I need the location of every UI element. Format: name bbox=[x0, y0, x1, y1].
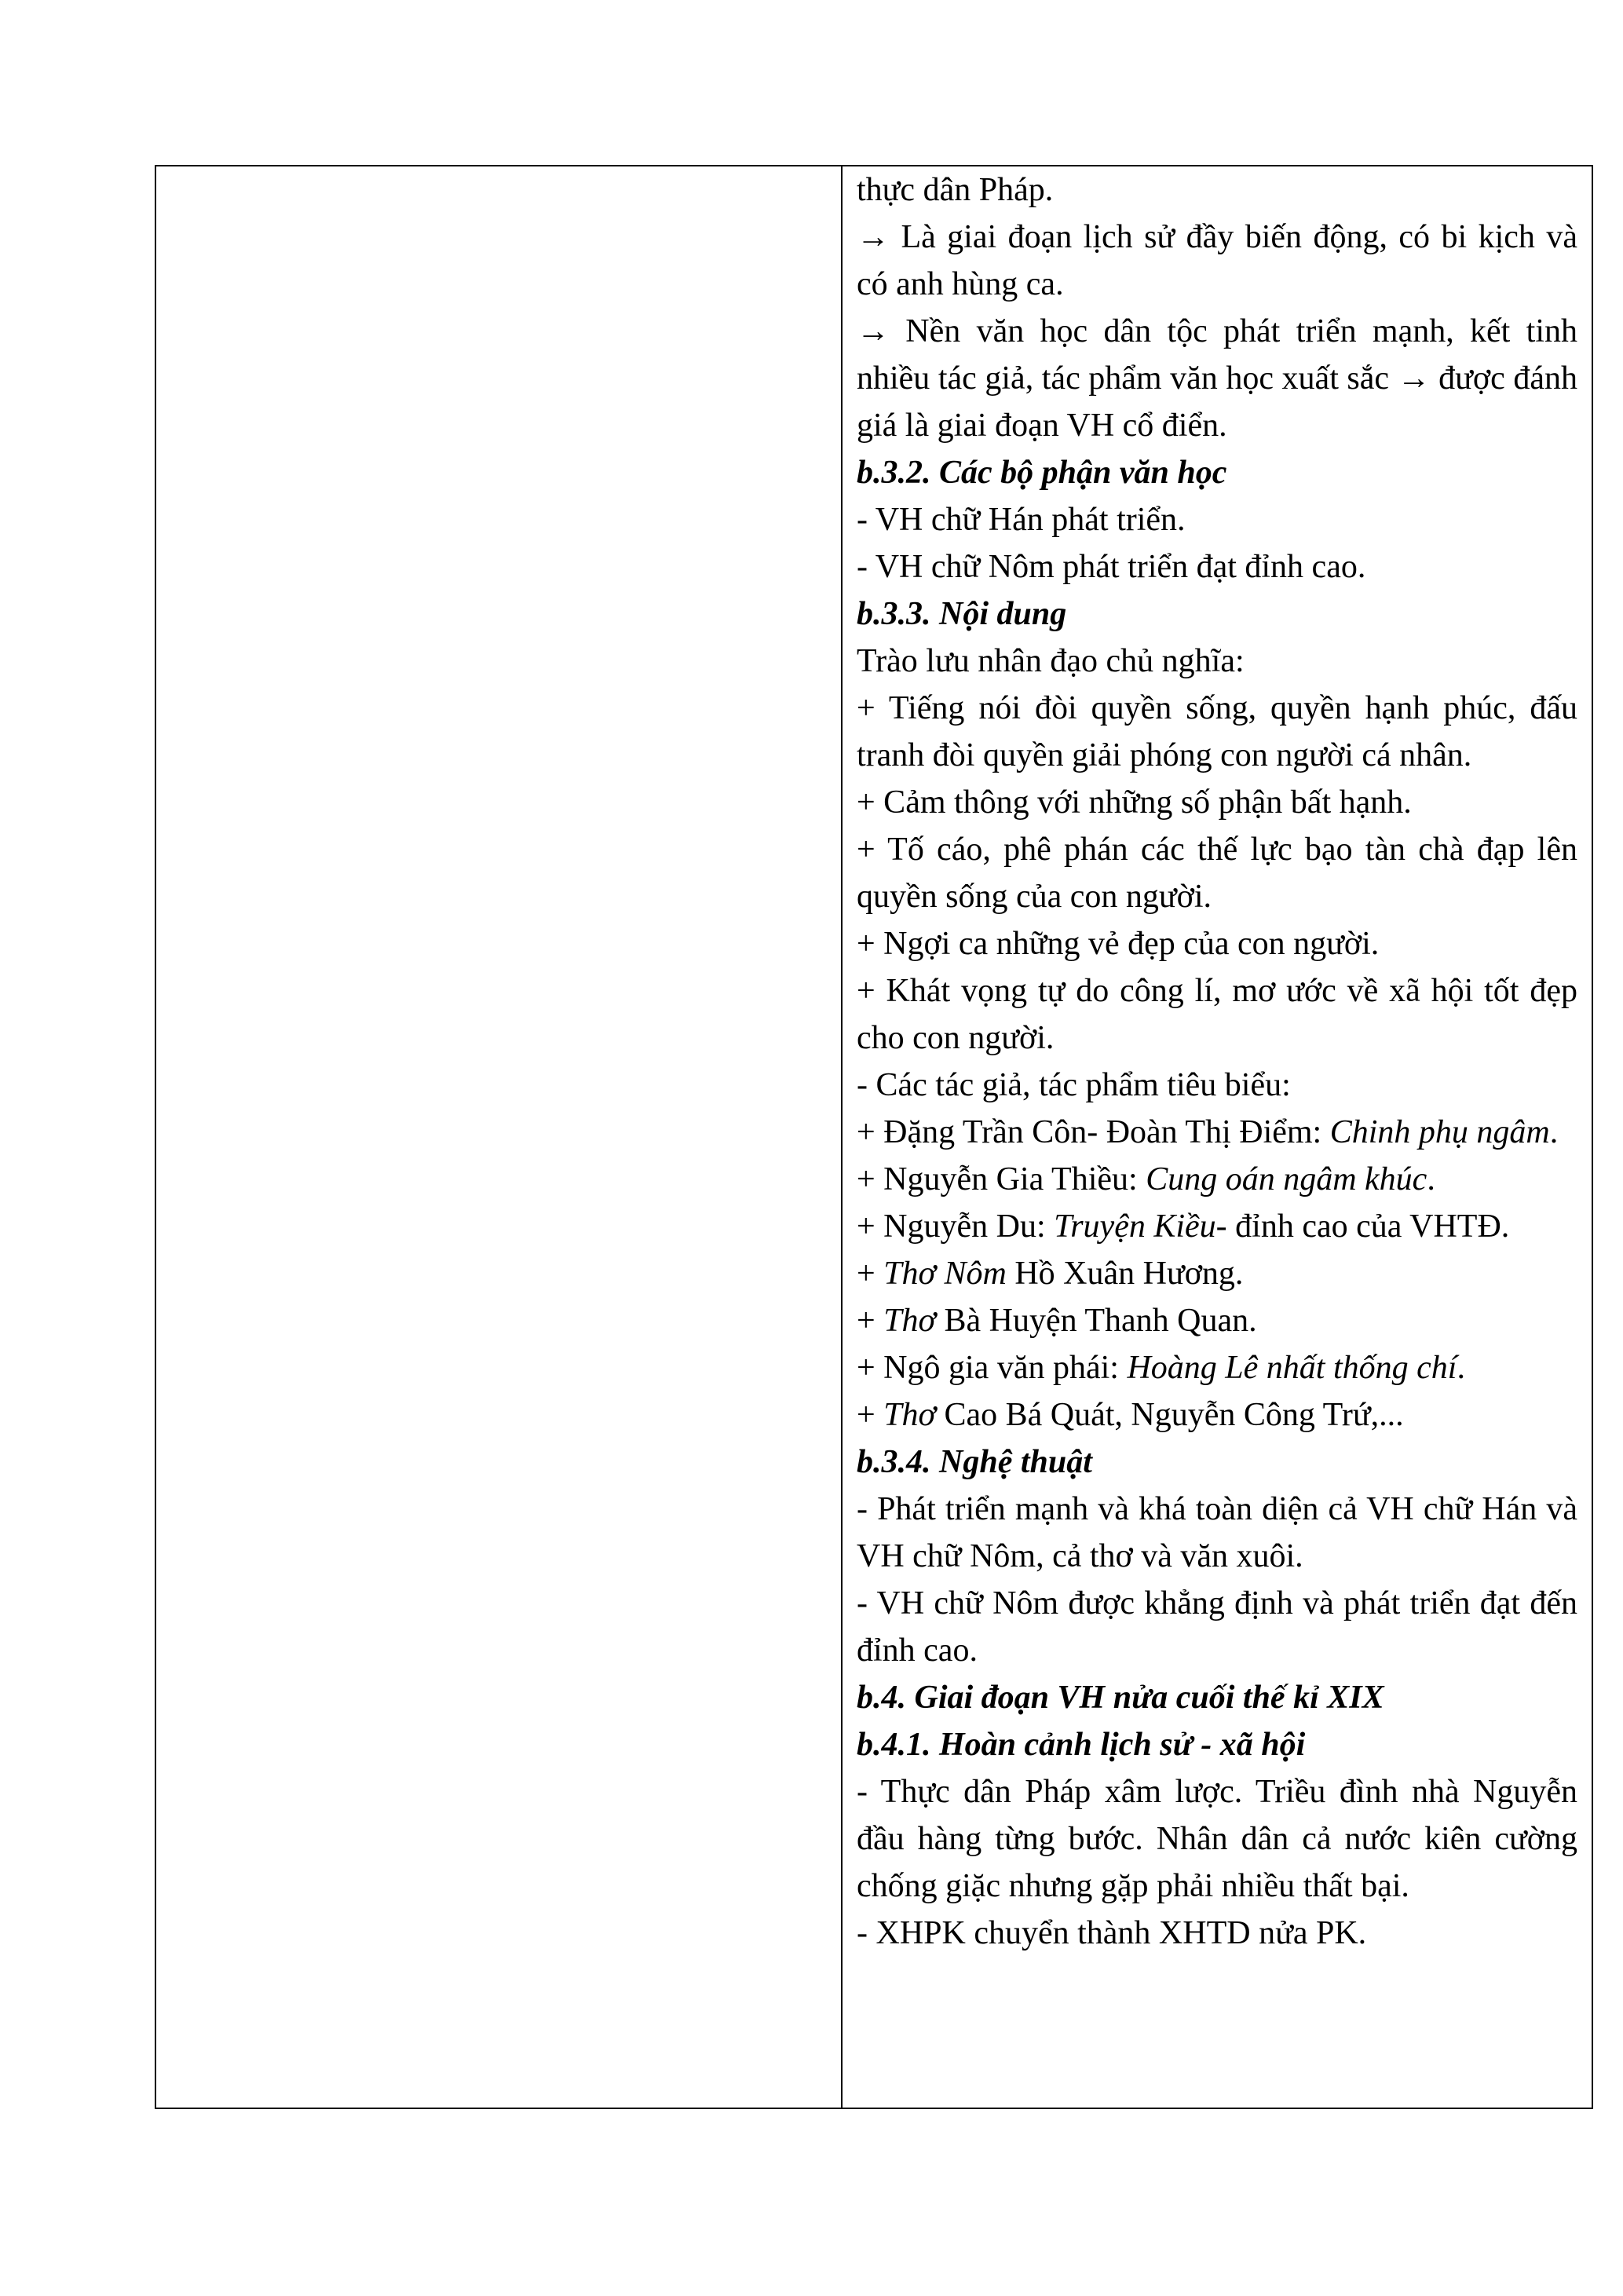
content-text bbox=[843, 166, 1592, 1957]
text-line bbox=[857, 1109, 1577, 1156]
right-column-cell bbox=[842, 166, 1592, 2108]
text-line: + Cảm thông với những số phận bất hạnh. bbox=[857, 784, 1412, 821]
text-span: + bbox=[857, 1397, 884, 1433]
text-span: Cao Bá Quát, Nguyễn Công Trứ,... bbox=[935, 1397, 1404, 1433]
text-span: Bà Huyện Thanh Quan. bbox=[935, 1303, 1257, 1339]
text-line bbox=[857, 1250, 1577, 1297]
italic-title: Truyện Kiều bbox=[1054, 1208, 1216, 1245]
text-span: + Nguyễn Du: bbox=[857, 1208, 1055, 1245]
text-line: - VH chữ Nôm phát triển đạt đỉnh cao. bbox=[857, 549, 1366, 585]
text-span: + Đặng Trần Côn- Đoàn Thị Điểm: bbox=[857, 1114, 1330, 1150]
text-span: . bbox=[1427, 1161, 1435, 1197]
italic-title: Hoàng Lê nhất thống chí bbox=[1127, 1350, 1457, 1386]
text-span: + bbox=[857, 1256, 884, 1292]
text-line: + Tiếng nói đòi quyền sống, quyền hạnh phúc, đấu tranh đòi quyền giải phóng con người cá nhân. bbox=[857, 690, 1577, 773]
text-span: + bbox=[857, 1303, 884, 1339]
section-heading: b.3.4. Nghệ thuật bbox=[857, 1444, 1092, 1480]
italic-title: Cung oán ngâm khúc bbox=[1146, 1161, 1427, 1197]
text-line: → Nền văn học dân tộc phát triển mạnh, kết tinh nhiều tác giả, tác phẩm văn học xuất sắc → được đánh giá là giai đoạn VH cổ điển. bbox=[857, 313, 1577, 444]
text-line bbox=[857, 1344, 1577, 1391]
text-line: - Phát triển mạnh và khá toàn diện cả VH chữ Hán và VH chữ Nôm, cả thơ và văn xuôi. bbox=[857, 1491, 1577, 1574]
text-span: - đỉnh cao của VHTĐ. bbox=[1215, 1208, 1510, 1245]
italic-title: Chinh phụ ngâm bbox=[1329, 1114, 1550, 1150]
text-span: Hồ Xuân Hương. bbox=[1006, 1256, 1244, 1292]
section-heading: b.3.2. Các bộ phận văn học bbox=[857, 455, 1227, 491]
table-row bbox=[155, 166, 1592, 2108]
left-column-cell bbox=[155, 166, 842, 2108]
italic-title: Thơ bbox=[883, 1303, 936, 1339]
text-line bbox=[857, 1203, 1577, 1250]
text-line: + Khát vọng tự do công lí, mơ ước về xã hội tốt đẹp cho con người. bbox=[857, 973, 1577, 1056]
text-span: . bbox=[1457, 1350, 1465, 1386]
text-span: + Ngô gia văn phái: bbox=[857, 1350, 1128, 1386]
text-line: - XHPK chuyển thành XHTD nửa PK. bbox=[857, 1915, 1367, 1951]
text-line: - Các tác giả, tác phẩm tiêu biểu: bbox=[857, 1067, 1291, 1103]
lesson-table bbox=[155, 165, 1593, 2109]
text-span: + Nguyễn Gia Thiều: bbox=[857, 1161, 1146, 1197]
text-line: Trào lưu nhân đạo chủ nghĩa: bbox=[857, 643, 1245, 679]
text-line: - VH chữ Nôm được khẳng định và phát triển đạt đến đỉnh cao. bbox=[857, 1585, 1577, 1669]
text-line: - Thực dân Pháp xâm lược. Triều đình nhà Nguyễn đầu hàng từng bước. Nhân dân cả nước kiên cường chống giặc nhưng gặp phải nhiều thất bại. bbox=[857, 1774, 1577, 1904]
section-heading: b.4. Giai đoạn VH nửa cuối thế kỉ XIX bbox=[857, 1680, 1384, 1716]
section-heading: b.4.1. Hoàn cảnh lịch sử - xã hội bbox=[857, 1727, 1306, 1763]
text-line bbox=[857, 1297, 1577, 1344]
text-line: → Là giai đoạn lịch sử đầy biến động, có bi kịch và có anh hùng ca. bbox=[857, 219, 1577, 302]
text-line bbox=[857, 1391, 1577, 1439]
text-line: + Tố cáo, phê phán các thế lực bạo tàn chà đạp lên quyền sống của con người. bbox=[857, 832, 1577, 915]
text-span: . bbox=[1549, 1114, 1559, 1150]
italic-title: Thơ Nôm bbox=[883, 1256, 1007, 1292]
text-line: + Ngợi ca những vẻ đẹp của con người. bbox=[857, 926, 1380, 962]
italic-title: Thơ bbox=[883, 1397, 936, 1433]
section-heading: b.3.3. Nội dung bbox=[857, 596, 1067, 632]
text-line: thực dân Pháp. bbox=[857, 172, 1054, 208]
text-line: - VH chữ Hán phát triển. bbox=[857, 502, 1186, 538]
text-line bbox=[857, 1156, 1577, 1203]
